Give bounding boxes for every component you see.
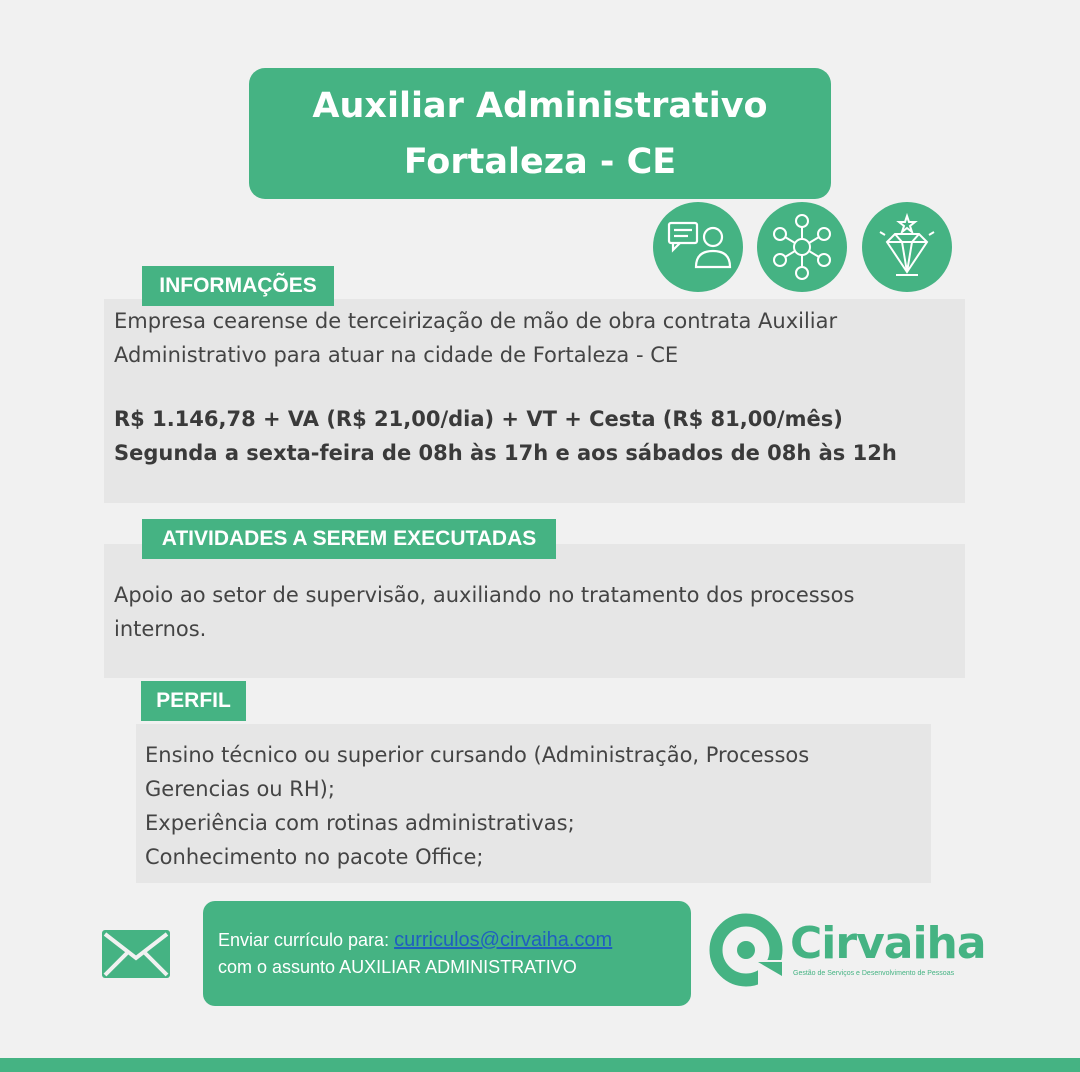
informacoes-line-1: Empresa cearense de terceirização de mão de obra contrata Auxiliar <box>114 309 838 333</box>
informacoes-details <box>114 402 897 470</box>
diamond-star-icon <box>862 202 952 292</box>
bottom-bar <box>0 1058 1080 1072</box>
contact-prefix: Enviar currículo para: <box>218 930 395 950</box>
email-link[interactable]: curriculos@cirvaiha.com <box>394 929 613 951</box>
atividades-label: ATIVIDADES A SEREM EXECUTADAS <box>142 519 556 559</box>
atividades-description <box>114 578 854 646</box>
atividades-line-1: Apoio ao setor de supervisão, auxiliando no tratamento dos processos <box>114 583 855 607</box>
schedule-text: Segunda a sexta-feira de 08h às 17h e aos sábados de 08h às 12h <box>114 441 897 465</box>
logo-wordmark: Cirvaiha <box>790 918 986 969</box>
salary-text: R$ 1.146,78 + VA (R$ 21,00/dia) + VT + Cesta (R$ 81,00/mês) <box>114 407 843 431</box>
job-title-banner <box>249 68 831 199</box>
perfil-line-4: Conhecimento no pacote Office; <box>145 845 484 869</box>
perfil-label: PERFIL <box>141 681 246 721</box>
perfil-line-1: Ensino técnico ou superior cursando (Administração, Processos <box>145 743 810 767</box>
contact-subject: com o assunto AUXILIAR ADMINISTRATIVO <box>218 957 577 977</box>
logo-tagline: Gestão de Serviços e Desenvolvimento de Pessoas <box>793 970 955 977</box>
contact-line-1 <box>218 927 691 954</box>
perfil-line-2: Gerencias ou RH); <box>145 777 335 801</box>
atividades-line-2: internos. <box>114 617 207 641</box>
contact-box <box>203 901 691 1006</box>
job-title: Auxiliar Administrativo <box>312 85 768 126</box>
perfil-line-3: Experiência com rotinas administrativas; <box>145 811 575 835</box>
mail-icon <box>102 930 170 982</box>
cirvaiha-logo-icon <box>708 910 788 994</box>
informacoes-label: INFORMAÇÕES <box>142 266 334 306</box>
perfil-requirements <box>145 738 809 874</box>
informacoes-description <box>114 304 837 372</box>
people-chat-icon <box>653 202 743 292</box>
job-location: Fortaleza - CE <box>403 141 677 182</box>
network-people-icon <box>757 202 847 292</box>
informacoes-line-2: Administrativo para atuar na cidade de Fortaleza - CE <box>114 343 679 367</box>
